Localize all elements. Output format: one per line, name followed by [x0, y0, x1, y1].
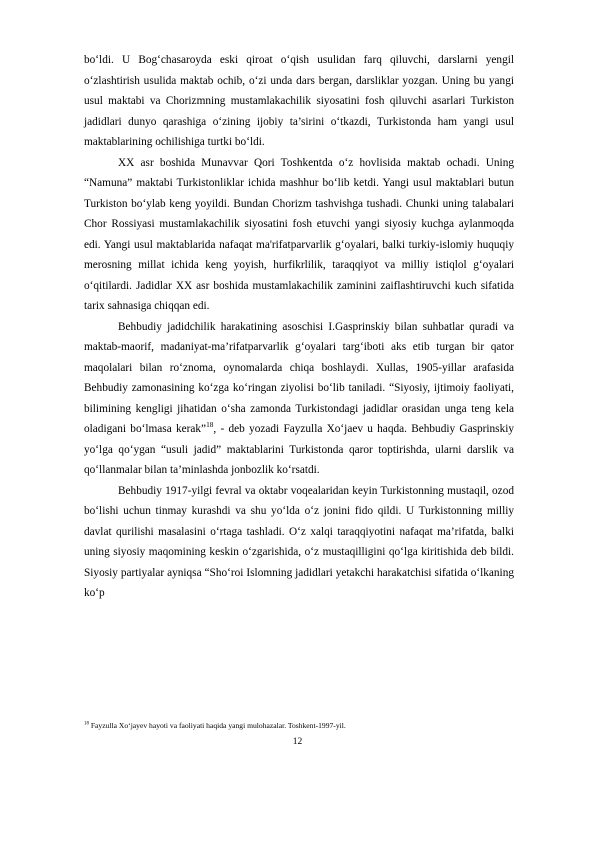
paragraph-text-after-footnote: , - deb yozadi Fayzulla Xo‘jaev u haqda. Behbudiy Gasprinskiy yo‘lga qo‘ygan “usuli jadid” maktablarini Turkistonda qaror toptirishda, ularni darslik va qo‘llanmalar bilan ta’minlashda jonbozlik ko‘rsatdi.: [84, 423, 515, 476]
paragraph-text-before-footnote: Behbudiy jadidchilik harakatining asoschisi I.Gasprinskiy bilan suhbatlar quradi va maktab-maorif, madaniyat-ma’rifatparvarlik g‘oyalari targ‘iboti aks etib turgan bir qator maqolalari bilan ro‘znoma, oynomalarda chiqa boshlaydi. Xullas, 1905-yillar arafasida Behbudiy zamonasining ko‘zga ko‘ringan ziyolisi bo‘lib taniladi. “Siyosiy, ijtimoiy faoliyati, bilimining kengligi jihatidan o‘sha zamonda Turkistondagi jadidlar orasidan unga teng kela oladigani bo‘lmasa kerak”: [84, 320, 514, 435]
paragraph-behbudiy-gasprinskiy: [84, 317, 514, 481]
page-number: 12: [292, 737, 303, 747]
page-body: [84, 50, 514, 604]
footnote-text: Fayzulla Xo‘jayev hayoti va faoliyati haqida yangi mulohazalar. Toshkent-1997-yil.: [88, 721, 346, 730]
paragraph-continuation: bo‘ldi. U Bog‘chasaroyda eski qiroat o‘qish usulidan farq qiluvchi, darslarni yengil o‘zlashtirish usulida maktab ochib, o‘zi unda dars bergan, darsliklar yozgan. Uning bu yangi usul maktabi va Chorizmning mustamlakachilik siyosatini fosh qiluvchi asarlari Turkiston jadidlari dunyo qarashiga o‘zining ijobiy ta’sirini o‘tkazdi, Turkistonda ham yangi usul maktablarining ochilishiga turtki bo‘ldi.: [84, 54, 514, 148]
footnote-number: 18: [84, 721, 89, 727]
footnote-reference[interactable]: 18: [206, 420, 214, 430]
footnote: [84, 721, 346, 731]
paragraph-munavvar-qori: XX asr boshida Munavvar Qori Toshkentda o‘z hovlisida maktab ochadi. Uning “Namuna” maktabi Turkistonliklar ichida mashhur bo‘lib ketdi. Yangi usul maktablari butun Turkiston bo‘ylab keng yoyildi. Bundan Chorizm tashvishga tushadi. Chunki uning talabalari Chor Rossiyasi mustamlakachilik siyosatini fosh etuvchi yangi siyosiy kuchga aylanmoqda edi. Yangi usul maktablarida nafaqat ma'rifatparvarlik g‘oyalari, balki turkiy-islomiy huquqiy merosning millat ichida keng yoyish, hurfikrlilik, taraqqiyot va milliy istiqlol g‘oyalari o‘qitilardi. Jadidlar XX asr boshida mustamlakachilik zaminini zaiflashtiruvchi kuch sifatida tarix sahnasiga chiqqan edi.: [84, 156, 514, 312]
paragraph-behbudiy-1917: Behbudiy 1917-yilgi fevral va oktabr voqealaridan keyin Turkistonning mustaqil, ozod bo‘lishi uchun tinmay kurashdi va shu yo‘lda o‘z jonini fido qildi. U Turkistonning milliy davlat qurilishi masalasini o‘rtaga tashladi. O‘z xalqi taraqqiyotini nafaqat ma’rifatda, balki uning siyosiy maqomining keskin o‘zgarishida, o‘z mustaqilligini qo‘lga kiritishida deb bildi. Siyosiy partiyalar ayniqsa “Sho‘roi Islomning jadidlari yetakchi harakatchisi sifatida o‘lkaning ko‘p: [84, 484, 514, 599]
